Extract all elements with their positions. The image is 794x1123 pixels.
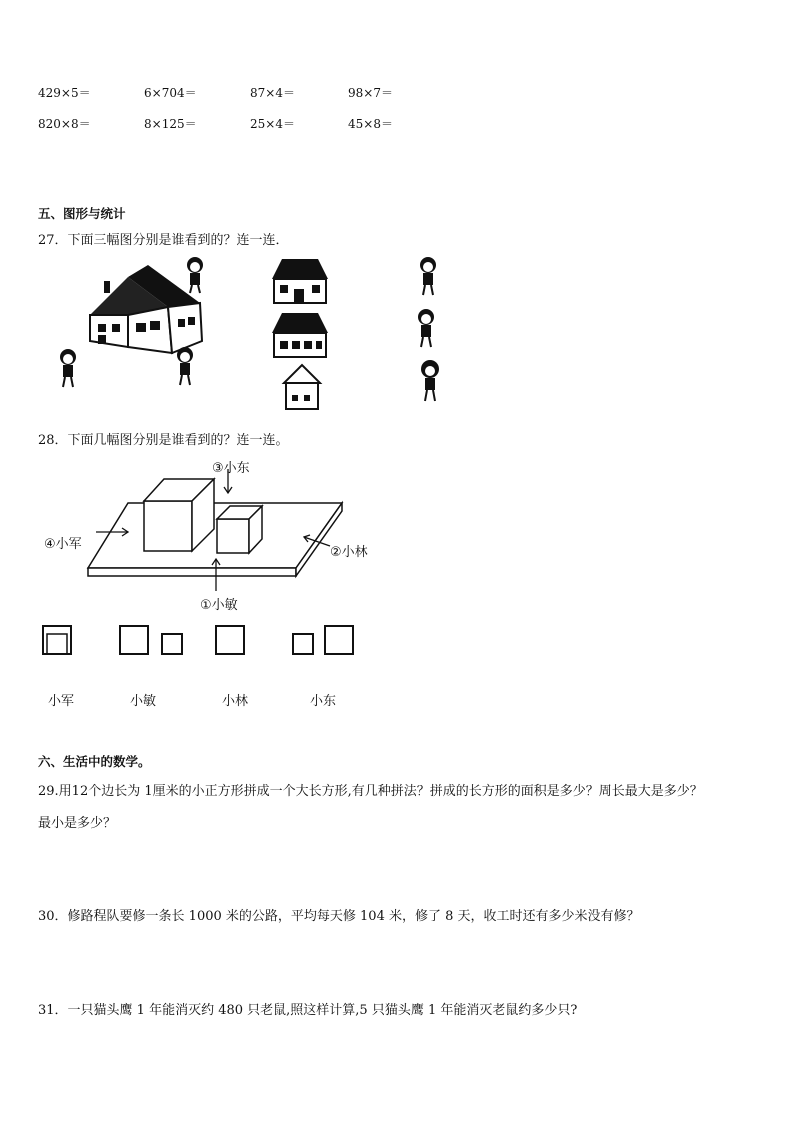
large-cube <box>144 479 214 551</box>
question-27: 27．下面三幅图分别是谁看到的？连一连． <box>38 233 289 248</box>
label-xiaolin: ②小林 <box>330 545 368 560</box>
house-view-gable <box>284 365 320 409</box>
calc-item: 87×4＝ <box>250 86 295 100</box>
calc-item: 98×7＝ <box>348 86 393 100</box>
view-option <box>120 626 182 654</box>
question-31: 31．一只猫头鹰 1 年能消灭约 480 只老鼠,照这样计算,5 只猫头鹰 1 年能消灭老鼠约多少只? <box>38 1003 578 1018</box>
name-label: 小东 <box>310 694 337 709</box>
name-label: 小敏 <box>130 694 157 709</box>
calc-item: 45×8＝ <box>348 117 393 131</box>
child-figure <box>421 360 439 401</box>
calc-item: 429×5＝ <box>38 86 91 100</box>
calc-item: 6×704＝ <box>144 86 197 100</box>
calc-item: 25×4＝ <box>250 117 295 131</box>
section-title: 五、图形与统计 <box>38 206 126 221</box>
house-view-front <box>272 259 328 303</box>
question-30: 30．修路程队要修一条长 1000 米的公路，平均每天修 104 米，修了 8 天，收工时还有多少米没有修？ <box>38 909 640 924</box>
calc-item: 8×125＝ <box>144 117 197 131</box>
section-title: 六、生活中的数学。 <box>38 754 151 769</box>
view-option <box>43 626 71 654</box>
child-figure <box>418 309 434 347</box>
child-figure <box>60 349 76 387</box>
question-29-cont: 最小是多少？ <box>38 816 117 831</box>
name-label: 小军 <box>48 694 75 709</box>
house-3d-illustration <box>90 265 202 353</box>
view-option <box>216 626 244 654</box>
label-xiaomin: ①小敏 <box>200 598 238 613</box>
q27-figure <box>40 255 480 415</box>
label-xiaodong: ③小东 <box>212 461 250 476</box>
view-option <box>293 626 353 654</box>
q28-views <box>40 622 360 662</box>
child-figure <box>187 257 203 293</box>
child-figure <box>177 347 193 385</box>
label-xiaojun: ④小军 <box>44 537 82 552</box>
question-29: 29.用12个边长为 1厘米的小正方形拼成一个大长方形,有几种拼法？拼成的长方形的面积是多少？周长最大是多少？ <box>38 784 703 799</box>
calc-item: 820×8＝ <box>38 117 91 131</box>
name-label: 小林 <box>222 694 249 709</box>
child-figure <box>420 257 436 295</box>
house-view-side <box>272 313 328 357</box>
small-cube <box>217 506 262 553</box>
question-28: 28．下面几幅图分别是谁看到的？连一连。 <box>38 433 289 448</box>
